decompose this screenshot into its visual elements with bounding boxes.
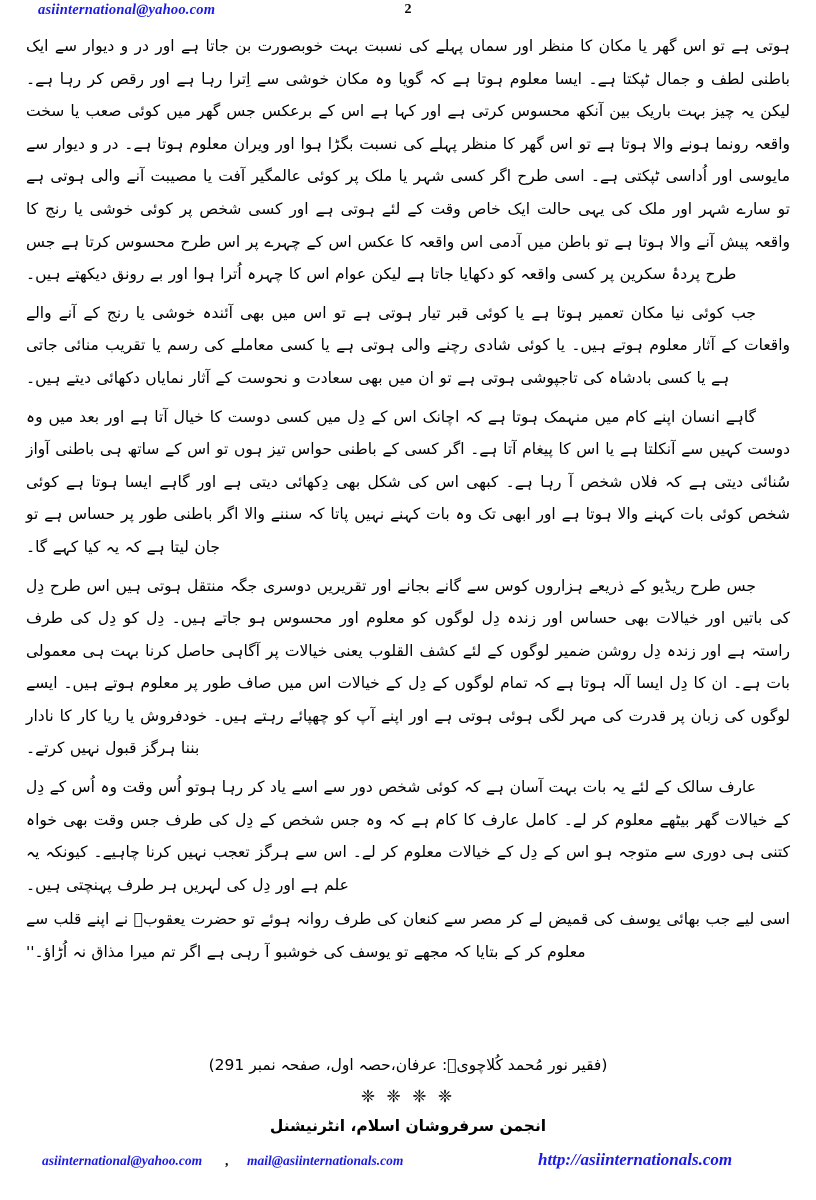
flower-ornament-icon: ❈ — [412, 1087, 430, 1107]
flower-ornament-icon: ❈ — [386, 1087, 404, 1107]
footer-website-link[interactable]: http://asiinternationals.com — [538, 1150, 733, 1169]
body-paragraph: ہوتی ہے تو اس گھر یا مکان کا منظر اور سماں پہلے کی نسبت بہت خوبصورت بن جاتا ہے اور در و دیوار سے ایک باطنی لطف و جمال ٹپکتا ہے۔ ایسا معلوم ہوتا ہے کہ گویا وہ مکان خوشی سے اِترا رہا ہے اور رقص کر رہا ہے۔ لیکن یہ چیز بہت باریک بین آنکھ محسوس کرتی ہے اور کہا ہے اس کے برعکس جس گھر میں کوئی صعب یا سخت واقعہ رونما ہونے والا ہوتا ہے تو اس گھر کا منظر پہلے کی نسبت بگڑا ہوا اور ویران معلوم ہوتا ہے۔ در و دیوار سے مایوسی اور اُداسی ٹپکتی ہے۔ اسی طرح اگر کسی شہر یا ملک پر کوئی عالمگیر آفت یا مصیبت آنے والی ہوتی ہے تو سارے شہر اور ملک کی یہی حالت ایک خاص وقت کے لئے ہوتی ہے اور کسی شخص پر کوئی خوشی یا رنج کا واقعہ پیش آنے والا ہوتا ہے تو باطن میں آدمی اس واقعہ کا عکس اس کے چہرے پر اس طرح محسوس کرتا ہے جس طرح پردۂ سکرین پر کسی واقعہ کو دکھایا جاتا ہے لیکن عوام اس کا چہرہ اُترا ہوا اور بے رونق دیکھتے ہیں۔ — [26, 37, 790, 284]
footer-email-link-secondary[interactable]: mail@asiinternationals.com — [247, 1153, 404, 1168]
body-paragraph: عارف سالک کے لئے یہ بات بہت آسان ہے کہ کوئی شخص دور سے اسے یاد کر رہا ہوتو اُس وقت وہ اُس کے دِل کے خیالات گھر بیٹھے معلوم کر لے۔ کامل عارف کا کام ہے کہ وہ جس شخص کے دِل کی طرف جس وقت بھی خواہ کتنی ہی دوری سے متوجہ ہو اس کے دِل کے خیالات معلوم کر لے۔ اس سے ہرگز تعجب نہیں کرنا چاہیے۔ کیونکہ یہ علم ہے اور دِل کی لہریں ہر طرف پہنچتی ہیں۔ — [26, 778, 790, 894]
body-paragraph: جب کوئی نیا مکان تعمیر ہوتا ہے یا کوئی قبر تیار ہوتی ہے تو اس میں بھی آئندہ خوشی یا رنج کے آنے والے واقعات کے آثار معلوم ہوتے ہیں۔ یا کوئی شادی رچنے والی ہوتی ہے یا کسی معاملے کی رسم یا تقریب منائی جاتی ہے یا کسی بادشاہ کی تاجپوشی ہوتی ہے تو ان میں بھی سعادت و نحوست کے آثار نمایاں دکھائی دیتے ہیں۔ — [26, 303, 790, 387]
page-header — [0, 0, 816, 30]
organization-name: انجمن سرفروشان اسلام، انٹرنیشنل — [269, 1117, 547, 1135]
footer-contact-links — [0, 1150, 816, 1178]
header-email-link[interactable]: asiinternational@yahoo.com — [38, 2, 216, 18]
body-paragraph: جس طرح ریڈیو کے ذریعے ہزاروں کوس سے گانے بجانے اور تقریریں دوسری جگہ منتقل ہوتی ہیں اس طرح دِل کی باتیں اور خیالات بھی حساس اور زندہ دِل لوگوں کو معلوم اور محسوس ہو جاتے ہیں۔ دِل کو دِل کی طرف راستہ ہے اور زندہ دِل روشن ضمیر لوگوں کے لئے کشف القلوب یعنی خیالات پر آگاہی حاصل کرنا بہت ہی معمولی بات ہے۔ ان کا دِل ایسا آلہ ہوتا ہے کہ تمام لوگوں کے دِل کے خیالات اس میں صاف طور پر معلوم ہوتے ہیں۔ ایسے لوگوں کی زبان پر قدرت کی مہر لگی ہوئی ہوتی ہے اور اپنے آپ کو چھپائے رہتے ہیں۔ خودفروش یا ریا کار کا نادار بننا ہرگز قبول نہیں کرتے۔ — [26, 576, 790, 758]
flower-ornament-icon: ❈ — [360, 1087, 379, 1107]
body-paragraph: گاہے انسان اپنے کام میں منہمک ہوتا ہے کہ اچانک اس کے دِل میں کسی دوست کا خیال آتا ہے اور بعد میں وہ دوست کہیں سے آنکلتا ہے یا اس کا پیغام آتا ہے۔ اگر کسی کے باطنی حواس تیز ہوں تو اس کے ساتھ ہی باطنی آواز سُنائی دیتی ہے کہ فلاں شخص آ رہا ہے۔ کبھی اس کی شکل بھی دِکھائی دیتی ہے اور گاہے ایسا ہوتا ہے کوئی شخص کوئی بات کہنے والا ہوتا ہے اور ابھی تک وہ بات کہنے نہیں پاتا کہ سننے والا اگر باطنی طور پر حساس ہے تو جان لیتا ہے کہ یہ کیا کہے گا۔ — [26, 407, 790, 556]
page-footer — [0, 1114, 816, 1200]
body-paragraph: اسی لیے جب بھائی یوسف کی قمیض لے کر مصر سے کنعان کی طرف روانہ ہوئے تو حضرت یعقوبؑ نے اپنے قلب سے معلوم کر کے بتایا کہ مجھے تو یوسف کی خوشبو آ رہی ہے اگر تم میرا مذاق نہ اُڑاؤ۔'' — [26, 910, 790, 962]
page-number: 2 — [404, 2, 412, 17]
ornament-divider — [0, 1086, 816, 1108]
document-body — [26, 30, 790, 971]
flower-ornament-icon: ❈ — [437, 1087, 456, 1107]
citation-line: (فقیر نور مُحمد کُلاچویؒ: عرفان،حصہ اول، صفحہ نمبر 291) — [208, 1056, 608, 1074]
footer-email-link-primary[interactable]: asiinternational@yahoo.com — [42, 1153, 203, 1168]
footer-separator: , — [225, 1153, 229, 1168]
